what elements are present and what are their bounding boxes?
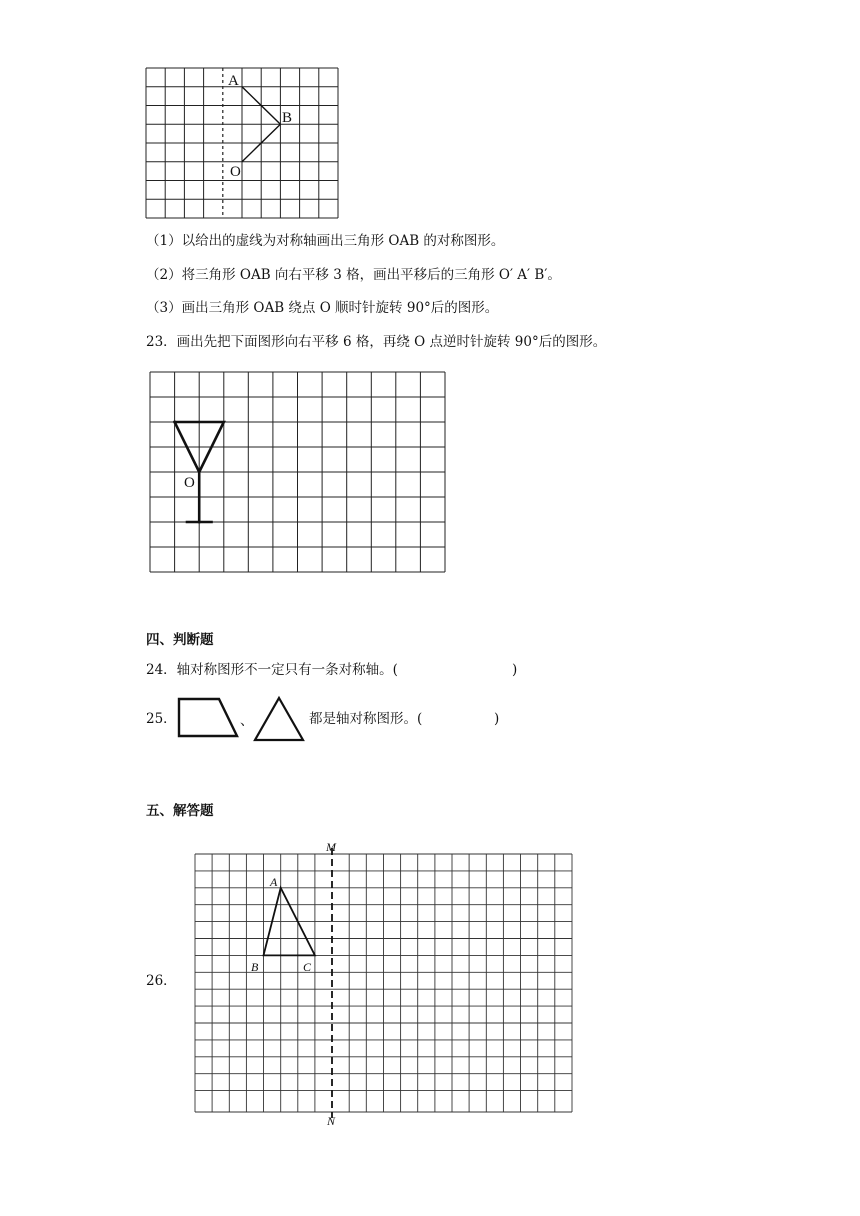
q22-item-3: （3）画出三角形 OAB 绕点 O 顺时针旋转 90°后的图形。 [146, 300, 499, 316]
q24-text: 24．轴对称图形不一定只有一条对称轴。( [146, 662, 398, 678]
section-5-title: 五、解答题 [146, 803, 214, 819]
triangle-shape [252, 695, 308, 743]
point-b-label: B [282, 110, 293, 126]
q25-number: 25． [146, 711, 177, 727]
q24-close-paren: ) [512, 662, 518, 678]
q22-item-2: （2）将三角形 OAB 向右平移 3 格，画出平移后的三角形 O′ A′ B′。 [146, 267, 561, 283]
point-c-label: C [303, 960, 312, 974]
q23-grid-figure [150, 372, 450, 577]
q25-close-paren: ) [494, 711, 500, 727]
trapezoid-shape [176, 696, 242, 740]
q26-grid-figure [193, 840, 578, 1128]
q22-item-1: （1）以给出的虚线为对称轴画出三角形 OAB 的对称图形。 [146, 233, 505, 249]
point-b-label: B [251, 960, 259, 974]
point-m-label: M [326, 840, 336, 854]
point-a-label: A [270, 875, 278, 889]
section-4-title: 四、判断题 [146, 632, 214, 648]
q26-number: 26． [146, 973, 177, 989]
q22-grid-figure [146, 68, 346, 228]
q23-text: 23．画出先把下面图形向右平移 6 格，再绕 O 点逆时针旋转 90°后的图形。 [146, 334, 607, 350]
point-o-label: O [230, 164, 241, 180]
q25-text: 都是轴对称图形。( [309, 711, 423, 727]
point-o-label: O [184, 475, 195, 491]
point-n-label: N [327, 1114, 336, 1128]
point-a-label: A [228, 73, 239, 89]
q25-separator: 、 [240, 713, 254, 729]
